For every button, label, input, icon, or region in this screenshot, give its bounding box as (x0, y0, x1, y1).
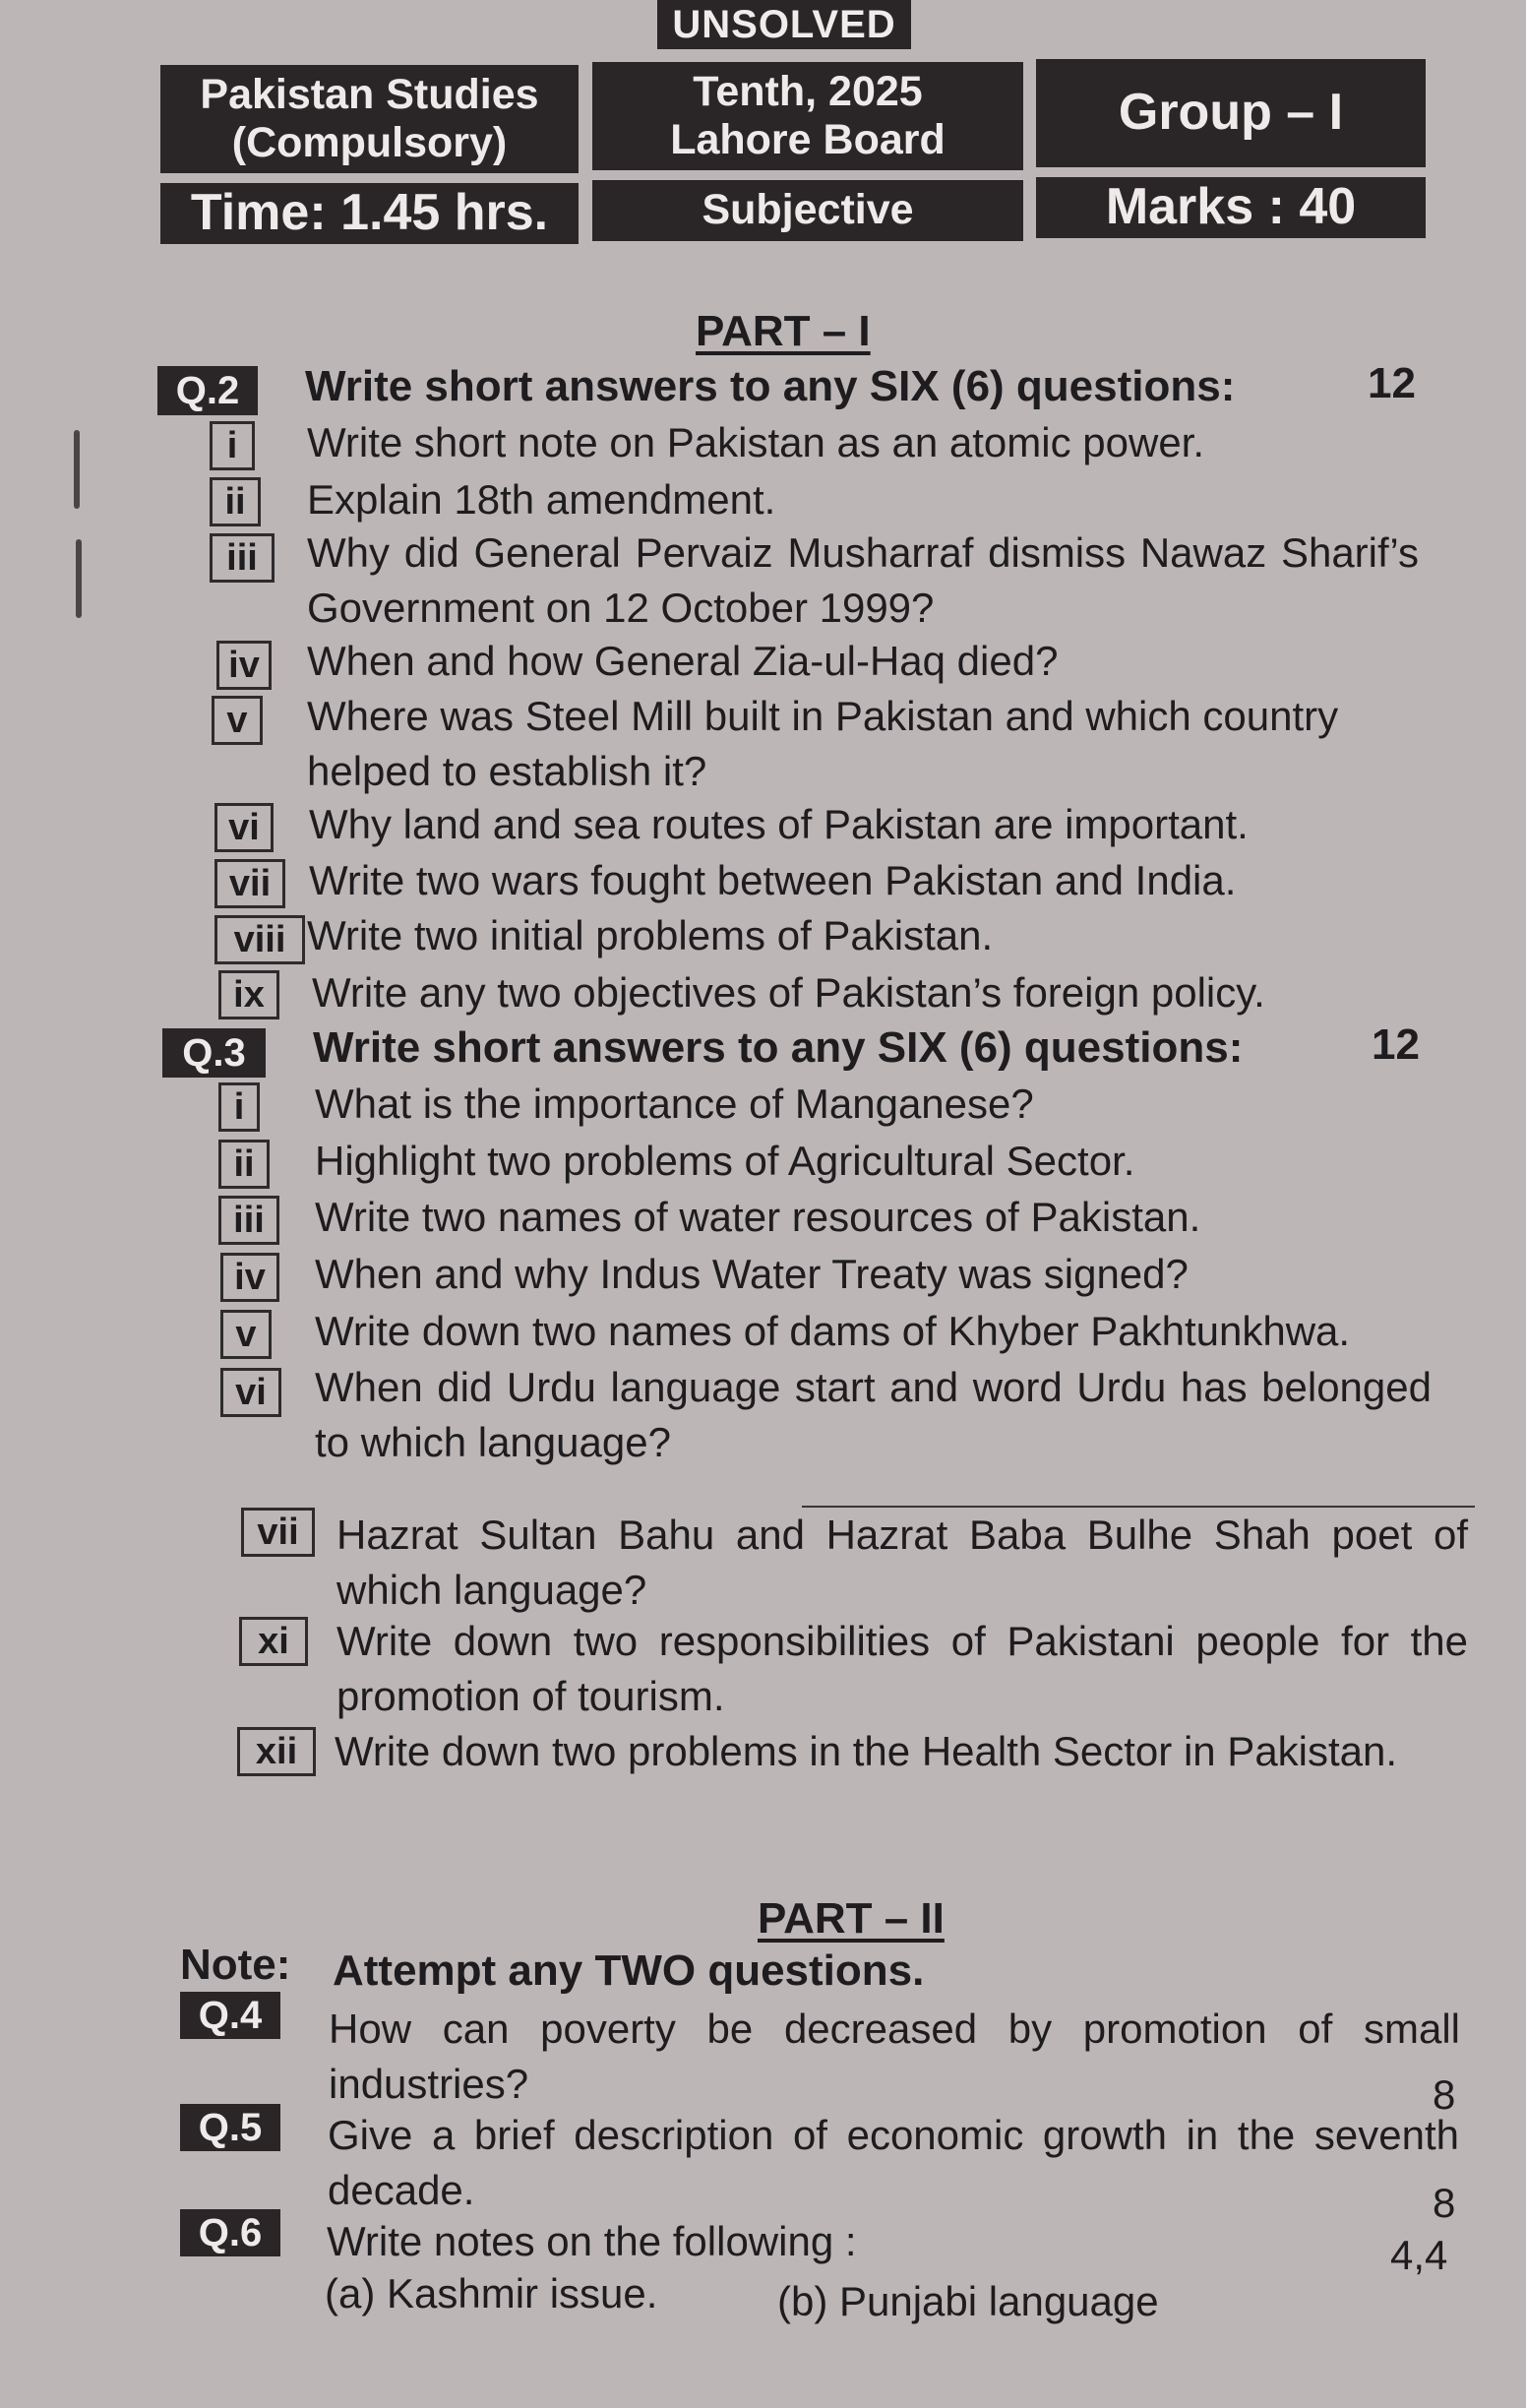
q3-item-num: vii (241, 1508, 315, 1557)
q5-marks: 8 (1433, 2180, 1456, 2226)
class-year: Tenth, 2025 (693, 67, 923, 115)
q5-label: Q.5 (180, 2104, 280, 2151)
q2-item-num: ii (210, 477, 261, 526)
q2-item-text: Write any two objectives of Pakistan’s foreign policy. (312, 969, 1265, 1016)
q5-text: Give a brief description of economic growth in the seventh decade. (328, 2112, 1459, 2213)
q2-item-text: Write two initial problems of Pakistan. (307, 912, 994, 958)
q3-item-num: iv (220, 1253, 279, 1302)
q2-item-num: iv (216, 641, 272, 690)
q2-label: Q.2 (157, 366, 258, 415)
part-2-title: PART – II (758, 1894, 945, 1943)
q3-item-text: Hazrat Sultan Bahu and Hazrat Baba Bulhe Shah poet of which language? (336, 1512, 1468, 1613)
subject-title: Pakistan Studies (200, 70, 539, 118)
q4-label: Q.4 (180, 1992, 280, 2039)
q4-text: How can poverty be decreased by promotion of small industries? (329, 2006, 1460, 2107)
group-label: Group – I (1118, 84, 1344, 142)
type-box (592, 180, 1023, 241)
q3-item-text: Write down two names of dams of Khyber Pakhtunkhwa. (315, 1308, 1351, 1354)
q2-item-num: v (212, 696, 263, 745)
q3-item-text: Write two names of water resources of Pakistan. (315, 1194, 1201, 1240)
total-marks: Marks : 40 (1105, 178, 1357, 236)
q3-label: Q.3 (162, 1028, 266, 1078)
q6-text: Write notes on the following : (327, 2218, 857, 2264)
q2-item-text: When and how General Zia-ul-Haq died? (307, 638, 1059, 684)
q6-marks: 4,4 (1390, 2232, 1448, 2278)
q2-item-num: viii (214, 915, 305, 964)
paper-type: Subjective (702, 186, 914, 234)
q2-item-num: ix (218, 970, 279, 1019)
q4-marks: 8 (1433, 2071, 1456, 2118)
q3-item-num: v (220, 1310, 272, 1359)
time-label: Time: 1.45 hrs. (190, 184, 549, 242)
unsolved-badge: UNSOLVED (657, 0, 911, 49)
q6-sub-b: (b) Punjabi language (777, 2278, 1159, 2324)
q3-item-num: vi (220, 1368, 281, 1417)
q2-item-num: vii (214, 859, 285, 908)
q3-item-text: Write down two problems in the Health Sector in Pakistan. (335, 1728, 1398, 1774)
q3-item-num: ii (218, 1140, 270, 1189)
subject-subtitle: (Compulsory) (231, 119, 508, 166)
staple-mark (74, 430, 80, 509)
q2-marks: 12 (1368, 359, 1416, 407)
q3-item-text: When did Urdu language start and word Urdu has belonged to which language? (315, 1364, 1432, 1465)
q2-item-text: Write short note on Pakistan as an atomic power. (307, 419, 1205, 465)
q6-sub-a: (a) Kashmir issue. (325, 2270, 658, 2316)
q3-item-text: What is the importance of Manganese? (315, 1081, 1034, 1127)
note-text: Attempt any TWO questions. (333, 1946, 925, 1995)
q6-label: Q.6 (180, 2209, 280, 2256)
board-name: Lahore Board (670, 116, 946, 163)
class-board-box (592, 62, 1023, 170)
q3-item-num: iii (218, 1196, 279, 1245)
q2-item-text: Why land and sea routes of Pakistan are important. (309, 801, 1249, 847)
q2-item-text: Write two wars fought between Pakistan and India. (309, 857, 1237, 903)
note-label: Note: (180, 1941, 291, 1989)
q3-item-num: xi (239, 1617, 308, 1666)
q2-item-num: vi (214, 803, 274, 852)
group-box (1036, 59, 1426, 167)
q3-item-text: Highlight two problems of Agricultural Sector. (315, 1138, 1135, 1184)
q2-item-num: i (210, 421, 255, 470)
time-box (160, 183, 579, 244)
subject-box (160, 65, 579, 173)
q3-item-text: When and why Indus Water Treaty was signed? (315, 1251, 1189, 1297)
q2-item-text: Why did General Pervaiz Musharraf dismiss Nawaz Sharif’s Government on 12 October 1999? (307, 529, 1419, 631)
q2-item-text: Explain 18th amendment. (307, 476, 776, 523)
marks-box (1036, 177, 1426, 238)
q3-item-num: xii (237, 1727, 316, 1776)
staple-mark (76, 539, 82, 618)
q3-item-text: Write down two responsibilities of Pakistani people for the promotion of tourism. (336, 1618, 1468, 1719)
q2-item-text: Where was Steel Mill built in Pakistan and which country helped to establish it? (307, 693, 1339, 794)
part-1-title: PART – I (696, 307, 871, 355)
q2-heading: Write short answers to any SIX (6) questions: (305, 362, 1236, 410)
q3-item-num: i (218, 1082, 260, 1132)
q3-heading: Write short answers to any SIX (6) questions: (313, 1023, 1244, 1072)
q2-item-num: iii (210, 533, 275, 583)
q3-marks: 12 (1372, 1020, 1420, 1069)
